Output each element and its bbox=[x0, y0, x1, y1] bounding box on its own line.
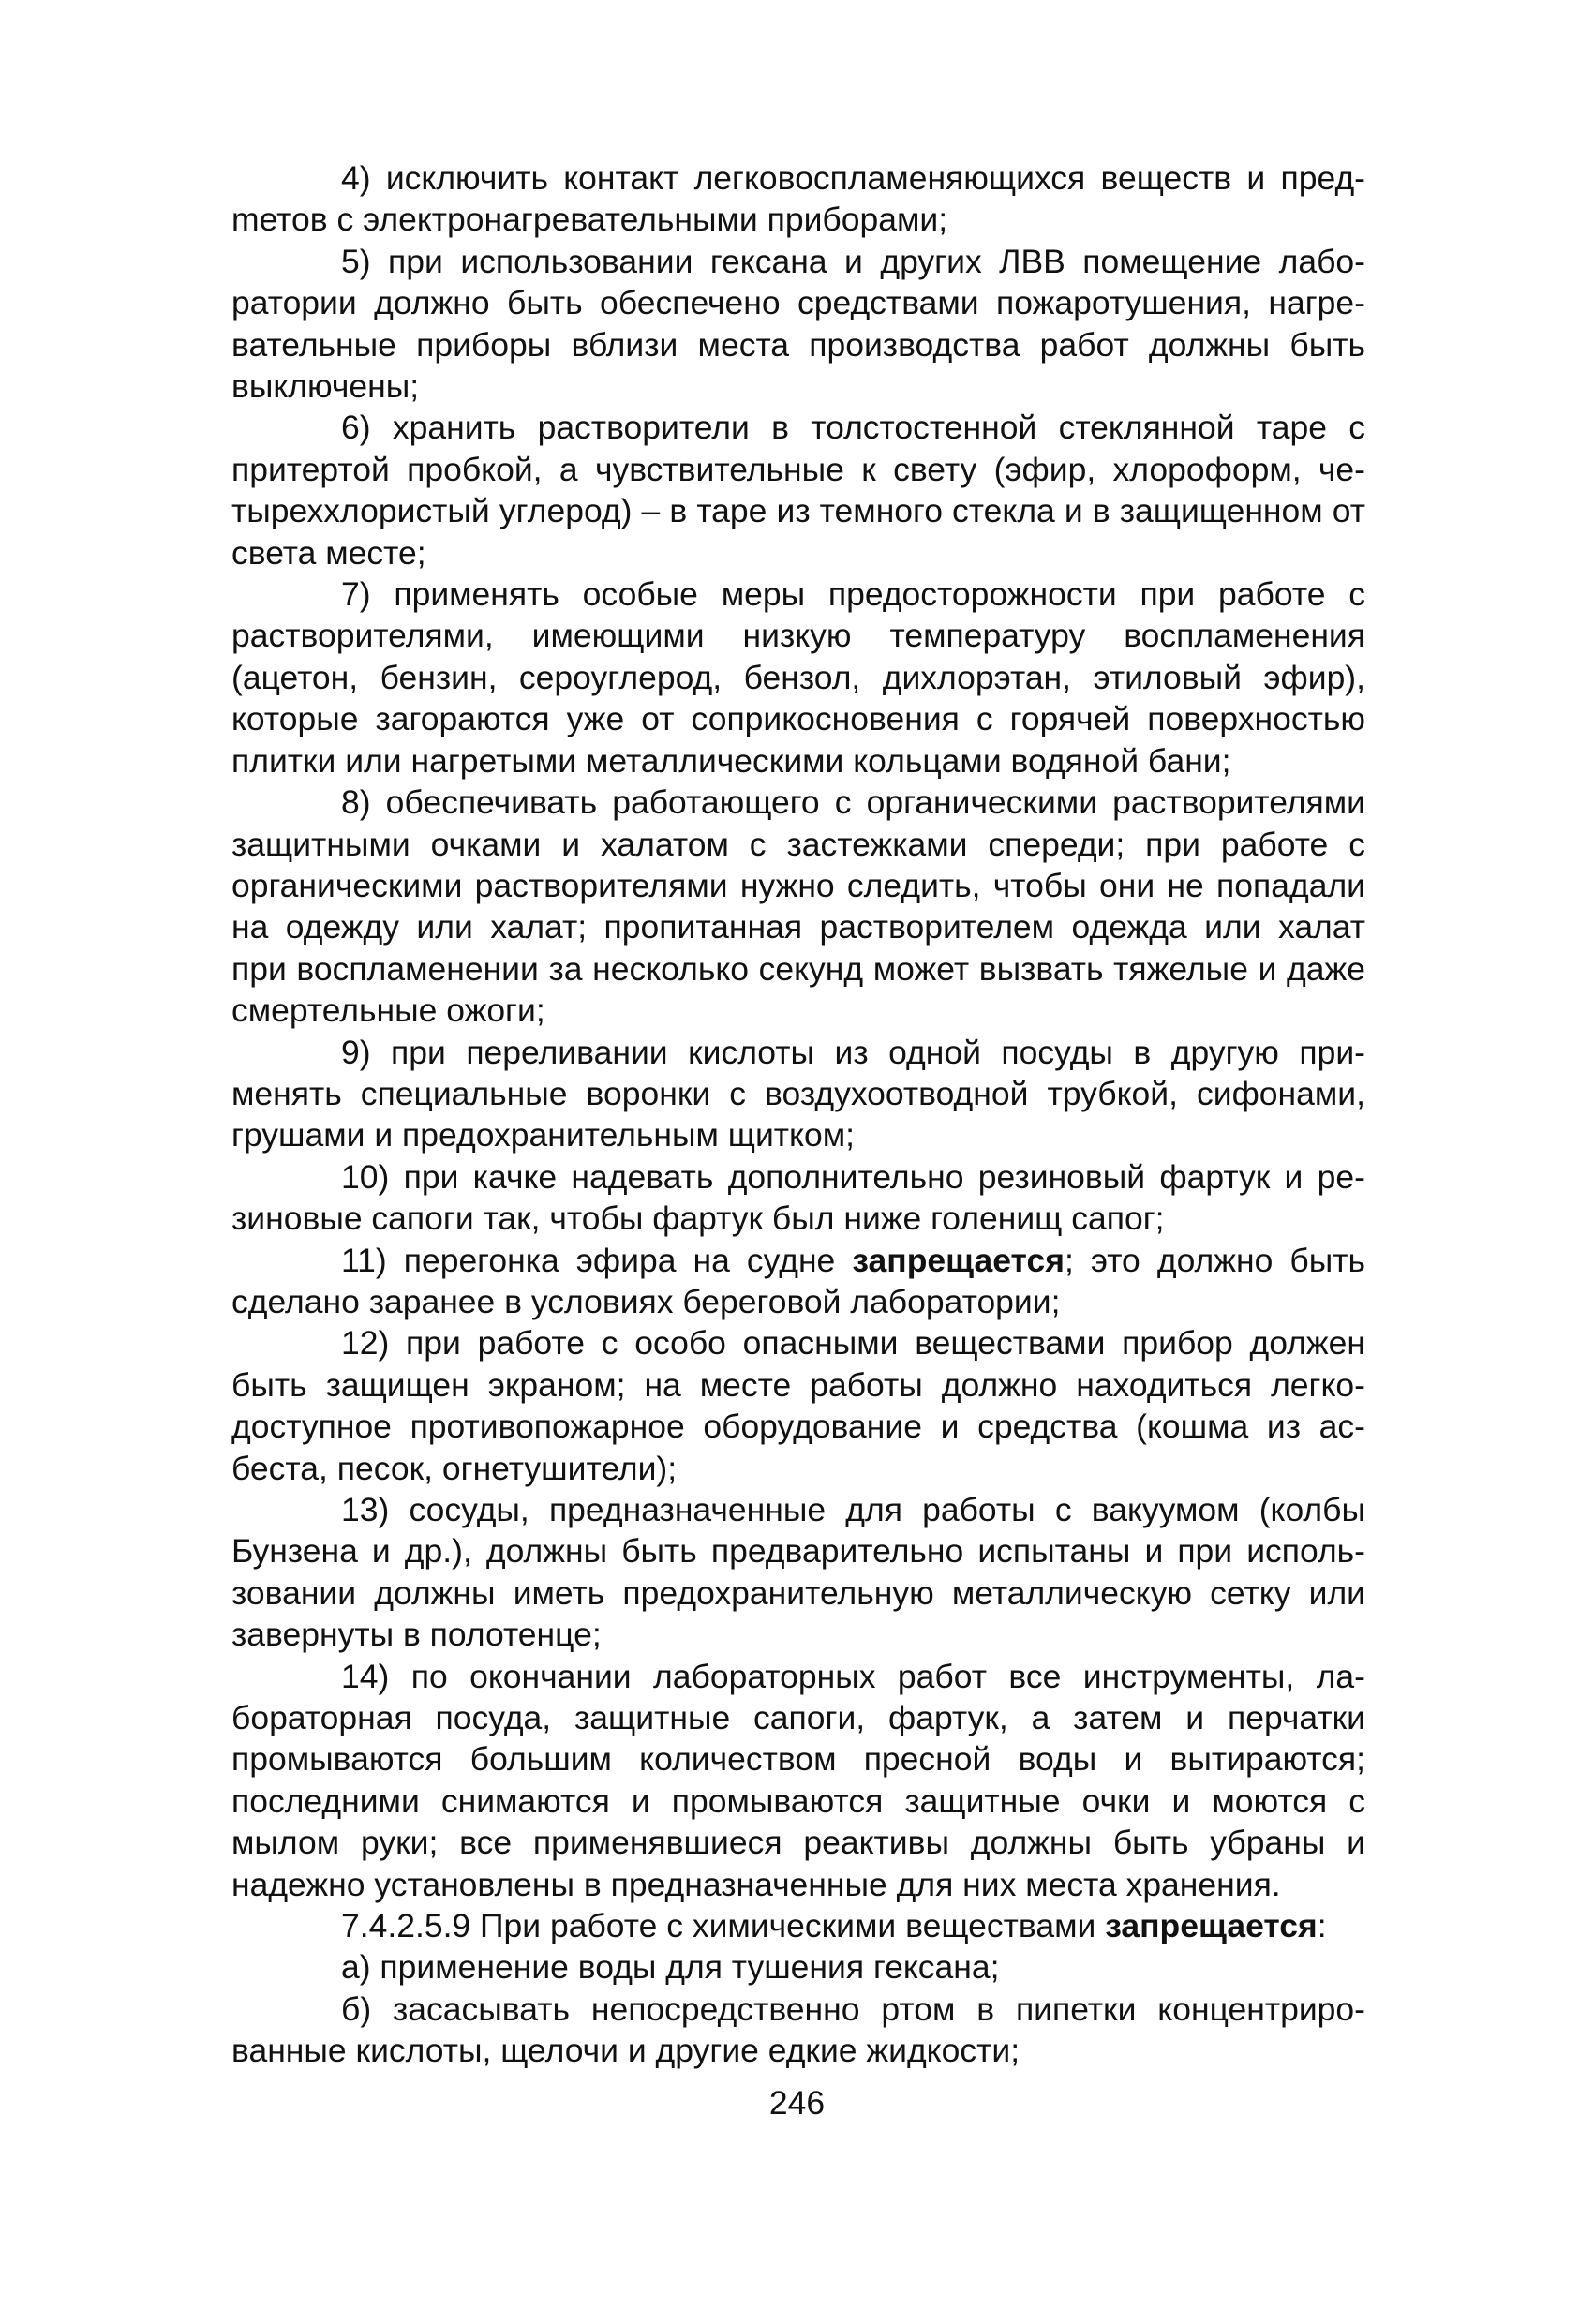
paragraph-item-a: а) применение воды для тушения гексана; bbox=[341, 1948, 1000, 1987]
emphasis-forbidden: запрещается bbox=[1105, 1907, 1318, 1945]
paragraph-item-12: 12) при работе с особо опасными веществами прибор должен быть защищен экраном; на месте работы должно находиться легкодоступное противопожарное оборудование и средства (кошма из асбеста, песок, огнетушители); bbox=[231, 1324, 1365, 1487]
paragraph-item-b: б) засасывать непосредственно ртом в пипетки концентрированные кислоты, щелочи и другие едкие жидкости; bbox=[231, 1989, 1365, 2070]
paragraph-section-7-4-2-5-9: 7.4.2.5.9 При работе с химическими веществами запрещается: bbox=[341, 1907, 1327, 1945]
document-page bbox=[231, 157, 1365, 2072]
paragraph-item-9: 9) при переливании кислоты из одной посуды в другую применять специальные воронки с воздухоотводной трубкой, сифонами, грушами и предохранительным щитком; bbox=[231, 1033, 1365, 1155]
paragraph-item-8: 8) обеспечивать работающего с органическими растворителями защитными очками и халатом с застежками спереди; при работе с органическими растворителями нужно следить, чтобы они не попадали на одежду или халат; пропитанная растворителем одежда или халат при воспламенении за несколько секунд может вызвать тяжелые и даже смертельные ожоги; bbox=[231, 783, 1365, 1030]
paragraph-item-13: 13) сосуды, предназначенные для работы с вакуумом (колбы Бунзена и др.), должны быть предварительно испытаны и при использовании должны иметь предохранительную металлическую сетку или завернуты в полотенце; bbox=[231, 1491, 1365, 1654]
paragraph-item-11: 11) перегонка эфира на судне запрещается; это должно быть сделано заранее в условиях береговой лаборатории; bbox=[231, 1241, 1365, 1320]
paragraph-item-10: 10) при качке надевать дополнительно резиновый фартук и резиновые сапоги так, чтобы фартук был ниже голенищ сапог; bbox=[231, 1157, 1365, 1238]
paragraph-item-14: 14) по окончании лабораторных работ все инструменты, лабораторная посуда, защитные сапоги, фартук, а затем и перчатки промываются большим количеством пресной воды и вытираются; последними снимаются и промываются защитные очки и моются с мылом руки; все применявшиеся реактивы должны быть убраны и надежно установлены в предназначенные для них места хранения. bbox=[231, 1657, 1365, 1903]
paragraph-item-5: 5) при использовании гексана и других ЛВВ помещение лаборатории должно быть обеспечено средствами пожаротушения, нагревательные приборы вблизи места производства работ должны быть выключены; bbox=[231, 242, 1365, 406]
paragraph-item-4: 4) исключить контакт легковоспламеняющихся веществ и предmетов с электронагревательными приборами; bbox=[231, 159, 1365, 239]
page-number: 246 bbox=[768, 2084, 826, 2122]
paragraph-item-6: 6) хранить растворители в толстостенной стеклянной таре с притертой пробкой, а чувствительные к свету (эфир, хлороформ, четыреххлористый углерод) – в таре из темного стекла и в защищенном от света месте; bbox=[231, 409, 1365, 572]
emphasis-forbidden: запрещается bbox=[852, 1241, 1065, 1279]
paragraph-item-7: 7) применять особые меры предосторожности при работе с растворителями, имеющими низкую температуру воспламенения (ацетон, бензин, сероуглерод, бензол, дихлорэтан, этиловый эфир), которые загораются уже от соприкосновения с горячей поверхностью плитки или нагретыми металлическими кольцами водяной бани; bbox=[231, 575, 1365, 780]
